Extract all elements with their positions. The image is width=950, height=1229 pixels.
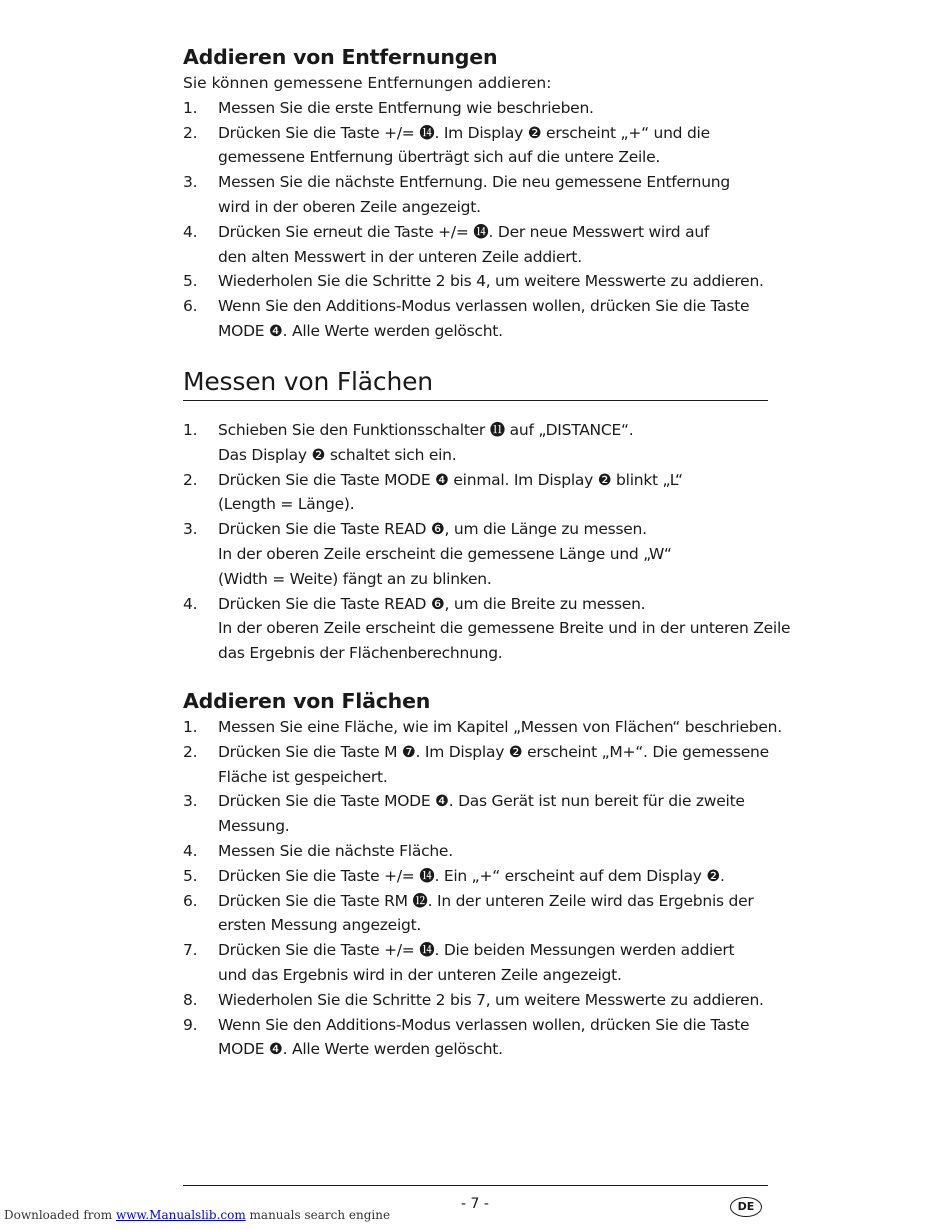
list-item	[183, 988, 768, 1013]
step-line: Schieben Sie den Funktionsschalter ⓫ auf „DISTANCE“.	[218, 421, 634, 439]
step-line: (Width = Weite) fängt an zu blinken.	[218, 569, 492, 588]
step-number: 1.	[183, 98, 198, 117]
step-line: Messen Sie die nächste Entfernung. Die neu gemessene Entfernung	[218, 173, 730, 192]
step-text	[218, 170, 768, 220]
step-text	[218, 121, 768, 171]
step-line: Messen Sie die erste Entfernung wie beschrieben.	[218, 98, 594, 117]
step-text	[218, 592, 790, 666]
step-line: Drücken Sie die Taste MODE ❹. Das Gerät ist nun bereit für die zweite	[218, 792, 745, 811]
step-line: wird in der oberen Zeile angezeigt.	[218, 197, 481, 216]
step-number: 2.	[183, 742, 198, 761]
step-line: Drücken Sie die Taste M ❼. Im Display ❷ erscheint „M+“. Die gemessene	[218, 742, 769, 761]
step-number: 9.	[183, 1015, 198, 1034]
step-text	[218, 839, 768, 864]
step-line: Messung.	[218, 817, 290, 836]
step-text	[218, 889, 768, 939]
step-number: 3.	[183, 792, 198, 811]
download-suffix: manuals search engine	[249, 1208, 391, 1222]
step-number: 3.	[183, 520, 198, 539]
list-item	[183, 418, 768, 468]
step-line: Wenn Sie den Additions-Modus verlassen wollen, drücken Sie die Taste	[218, 1015, 750, 1034]
step-text	[218, 294, 768, 344]
step-number: 7.	[183, 941, 198, 960]
list-item	[183, 740, 768, 790]
step-number: 5.	[183, 272, 198, 291]
step-line: Drücken Sie die Taste READ ❻, um die Länge zu messen.	[218, 520, 647, 539]
step-line: Fläche ist gespeichert.	[218, 767, 388, 786]
step-text	[218, 938, 768, 988]
step-line: ersten Messung angezeigt.	[218, 916, 422, 935]
step-line: MODE ❹. Alle Werte werden gelöscht.	[218, 321, 503, 340]
step-text	[218, 715, 782, 740]
list-item	[183, 121, 768, 171]
step-line: Wenn Sie den Additions-Modus verlassen wollen, drücken Sie die Taste	[218, 297, 750, 316]
step-line: Drücken Sie die Taste MODE ❹ einmal. Im Display ❷ blinkt „L“	[218, 470, 683, 489]
step-number: 6.	[183, 891, 198, 910]
step-line: Drücken Sie die Taste +/= ⓮. Ein „+“ erscheint auf dem Display ❷.	[218, 866, 725, 885]
list-item	[183, 468, 768, 518]
section-title-add-areas: Addieren von Flächen	[183, 689, 431, 713]
steps-list-add-distances	[183, 96, 768, 344]
step-number: 3.	[183, 173, 198, 192]
step-number: 2.	[183, 123, 198, 142]
step-line: Drücken Sie die Taste +/= ⓮. Im Display ❷ erscheint „+“ und die	[218, 123, 710, 142]
footer-divider	[183, 1185, 768, 1186]
step-text	[218, 740, 769, 790]
list-item	[183, 839, 768, 864]
step-text	[218, 220, 768, 270]
list-item	[183, 170, 768, 220]
step-text	[218, 468, 768, 518]
download-prefix: Downloaded from	[4, 1208, 113, 1222]
step-line: Messen Sie die nächste Fläche.	[218, 841, 453, 860]
step-line: Das Display ❷ schaltet sich ein.	[218, 445, 457, 464]
step-text	[218, 418, 768, 468]
list-item	[183, 889, 768, 939]
section-intro: Sie können gemessene Entfernungen addieren:	[183, 74, 552, 92]
step-line: den alten Messwert in der unteren Zeile addiert.	[218, 247, 582, 266]
download-notice	[4, 1208, 390, 1222]
section-title-measure-areas: Messen von Flächen	[183, 366, 768, 401]
step-text	[218, 269, 768, 294]
page-number: - 7 -	[461, 1196, 489, 1212]
step-line: (Length = Länge).	[218, 495, 355, 514]
step-text	[218, 96, 768, 121]
step-line: In der oberen Zeile erscheint die gemessene Länge und „W“	[218, 544, 672, 563]
step-text	[218, 1013, 768, 1063]
step-number: 2.	[183, 470, 198, 489]
steps-list-measure-areas	[183, 418, 791, 666]
list-item	[183, 715, 782, 740]
step-number: 1.	[183, 421, 198, 439]
step-line: das Ergebnis der Flächenberechnung.	[218, 644, 503, 663]
list-item	[183, 96, 768, 121]
step-number: 1.	[183, 718, 198, 736]
step-text	[218, 517, 768, 591]
step-line: MODE ❹. Alle Werte werden gelöscht.	[218, 1040, 503, 1059]
step-number: 4.	[183, 222, 198, 241]
step-line: gemessene Entfernung überträgt sich auf die untere Zeile.	[218, 148, 661, 167]
manualslib-link[interactable]: www.Manualslib.com	[115, 1208, 246, 1222]
section-title-add-distances: Addieren von Entfernungen	[183, 45, 498, 69]
list-item	[183, 269, 768, 294]
list-item	[183, 864, 768, 889]
step-number: 8.	[183, 990, 198, 1009]
section-add-areas	[183, 687, 782, 1062]
step-line: und das Ergebnis wird in der unteren Zeile angezeigt.	[218, 965, 622, 984]
step-line: Drücken Sie erneut die Taste +/= ⓮. Der neue Messwert wird auf	[218, 222, 710, 241]
step-line: Drücken Sie die Taste +/= ⓮. Die beiden Messungen werden addiert	[218, 941, 735, 960]
list-item	[183, 517, 768, 591]
step-line: Drücken Sie die Taste RM ⓬. In der unteren Zeile wird das Ergebnis der	[218, 891, 754, 910]
steps-list-add-areas	[183, 715, 782, 1062]
step-line: Messen Sie eine Fläche, wie im Kapitel „Messen von Flächen“ beschrieben.	[218, 718, 782, 736]
step-line: Wiederholen Sie die Schritte 2 bis 4, um weitere Messwerte zu addieren.	[218, 272, 764, 291]
step-number: 5.	[183, 866, 198, 885]
section-measure-areas	[183, 366, 791, 666]
step-number: 4.	[183, 594, 198, 613]
list-item	[183, 1013, 768, 1063]
step-text	[218, 789, 768, 839]
list-item	[183, 220, 768, 270]
list-item	[183, 789, 768, 839]
section-add-distances	[183, 43, 768, 344]
step-line: Wiederholen Sie die Schritte 2 bis 7, um weitere Messwerte zu addieren.	[218, 990, 764, 1009]
list-item	[183, 592, 791, 666]
language-badge: DE	[730, 1197, 762, 1217]
list-item	[183, 938, 768, 988]
step-number: 4.	[183, 841, 198, 860]
step-number: 6.	[183, 297, 198, 316]
step-line: In der oberen Zeile erscheint die gemessene Breite und in der unteren Zeile	[218, 619, 791, 638]
step-text	[218, 864, 768, 889]
step-text	[218, 988, 768, 1013]
list-item	[183, 294, 768, 344]
step-line: Drücken Sie die Taste READ ❻, um die Breite zu messen.	[218, 594, 646, 613]
